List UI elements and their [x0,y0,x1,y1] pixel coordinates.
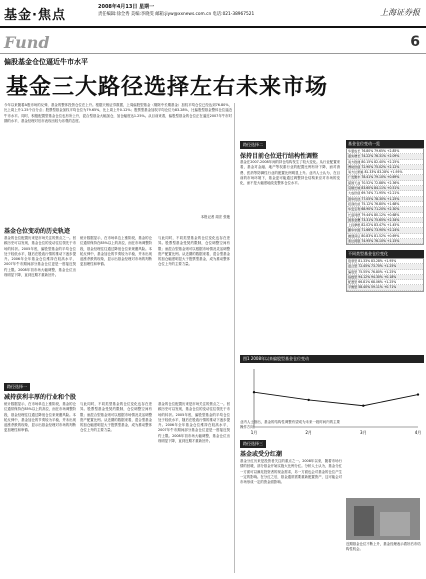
chart-x-tick: 4月 [414,430,422,435]
lede-paragraph: 今年以来随着A股市场的反弹，基金的整体投资仓位在上升。根据天相证券数据，上周偏股型基金（剔除中长期基金）加权平均仓位已经达到76.80%，比上周上升1.25个百分点；股票型基金加权平均仓位为79.65%，比上周上升0.12%；股票型基金加权平均仓位为83.28%，比偏股型基金整体仓位逼近牛市水平。同时，积极配置型基金仓位也有所上升，混合型基金大幅加仓，加仓幅度达1.25%。从目前来看，偏股型基金的仓位正在逼近2007年牛市时期的水平，基金经理对后市表现出较为乐观的态度。 [4,103,232,123]
table-row: 大成价值 69.74% 71.95% +2.21% [347,191,423,196]
table-2-title: 不同类型基金仓位变化 [346,250,424,258]
table-row: 上投摩根 82.02% 83.47% +1.45% [347,223,423,228]
table-row: 融通深证 80.83% 81.52% +0.69% [347,234,423,239]
body-column-6: 基金的仓位配置历来是市场关注的焦点之一。回顾历史可以发现，基金仓位的变动往往领先于市场的转折。2005年底，偏股型基金的平均仓位处于较低水平，随后在股改行情的推动下逐步提升。2006年全年基金仓位维持在较高水平，2007年牛市期间部分基金仓位更是一度接近契约上限。2008年初市场大幅调整，基金仓位出现明显下降，直到近期才重新回升。 [158,402,230,444]
table-row: 嘉实增长 74.22% 76.31% +2.09% [347,154,423,159]
fund-position-table [346,140,424,245]
chart-axis [254,369,418,427]
right-text-1: 基金在2007-2008年间的持仓结构发生了较大变化。从行业配置来看，基金对金融、地产等权重行业的配置比例有所下降，而对消费、医药等防御性行业的配置比例明显上升。业内人士认为，在目前的市场环境下，基金更可能通过调整持仓结构来应对市场的变化，而不是大幅度地改变整体仓位水平。 [240,160,340,186]
page-header [0,0,426,28]
table-row: 景顺长城 83.60% 84.11% +0.51% [347,186,423,191]
body-column-3: 与此同时，不同类型基金的仓位变化也存在差异。股票型基金受契约限制，仓位调整空间有限；而混合型基金则可以根据市场情况灵活调整资产配置比例。从近期的数据来看，混合型基金的加仓幅度明显大于股票型基金，成为推动整体仓位上升的主要力量。 [158,236,230,267]
table-row: 偏股型 75.55% 76.80% +1.25% [347,270,423,275]
right-text-3: 业内人士指出，基金的结构性调整有望成为未来一段时间内的主要操作方向。 [240,420,340,430]
fund-type-table [346,250,424,292]
table-row: 配置型 66.81% 68.06% +1.25% [347,280,423,285]
table-row: 博时价值 72.90% 75.02% +2.12% [347,165,423,170]
photo-placeholder [346,498,420,540]
editor-info: 责任编辑:徐全秀 美编:李晓雯 邮箱:jiyw@xxnews.com.cn 电话:021-38967521 [98,12,255,17]
section-name: 基金·焦点 [4,8,66,23]
right-text-2: 基金分红历来是投资者关注的重点之一。2008年以来，随着市场行情的回暖，部分基金开始实施大比例分红。分析人士认为，基金分红一方面可以满足投资者的现金需求，另一方面也会对基金的仓位产生一定的影响。在分红之后，基金通常需要重新配置资产，这可能会对市场形成一定的资金面影响。 [240,459,342,485]
table-row: 富国天益 70.52% 72.88% +2.36% [347,181,423,186]
table-row: 银华优选 77.05% 78.30% +1.25% [347,197,423,202]
article-kicker: 偏股基金仓位逼近牛市水平 [4,58,88,66]
body-column-4: 统计数据显示，在市场单边上涨阶段，基金的仓位通常保持在85%以上的高位，而在市场调整阶段，基金经理往往通过降低仓位来规避风险。本轮反弹中，基金加仓的节奏较为平稳，并未出现追涨杀跌的现象，显示出基金经理对市场的判断更加理性和审慎。 [4,402,76,433]
subhead-history: 基金仓位变动的历史轨迹 [4,228,71,235]
subhead-path-3: 基金或受分红潮 [240,451,283,458]
chart-x-tick: 3月 [360,430,367,435]
body-column-2: 统计数据显示，在市场单边上涨阶段，基金的仓位通常保持在85%以上的高位，而在市场调整阶段，基金经理往往通过降低仓位来规避风险。本轮反弹中，基金加仓的节奏较为平稳，并未出现追涨杀跌的现象，显示出基金经理对市场的判断更加理性和审慎。 [80,236,152,267]
news-photo [346,498,420,540]
subhead-path-1: 减持获利丰厚的行业和个股 [4,394,77,401]
photo-caption: 近期基金仓位不断上升，基金经理表示看好后市结构性机会。 [346,542,421,551]
chart-point [362,405,364,407]
byline: 本报记者 周宏 张艳 [200,215,230,219]
page-number: 6 [410,34,420,50]
table-row: 华夏成长 76.80% 79.65% +2.85% [347,149,423,154]
chart-x-tick: 2月 [305,430,312,435]
table-row: 股票型 81.33% 83.28% +1.95% [347,259,423,264]
table-body [346,148,424,245]
path-tag-2: 路径选择二 [240,141,266,149]
column-divider [234,103,235,573]
table-row: 招商优质 75.12% 76.80% +1.68% [347,202,423,207]
table-row: 指数型 94.12% 94.30% +0.18% [347,275,423,280]
chart-title: 图1 2008年以来偏股型基金仓位变动 [240,355,424,363]
chart-point [417,393,419,395]
path-tag-3: 路径选择三 [240,440,266,448]
path-tag-1: 路径选择一 [4,383,30,391]
table-row: 易方达策略 81.33% 83.28% +1.95% [347,170,423,175]
newspaper-brand: 上海证券报 [380,8,420,17]
table-2-body [346,258,424,292]
body-column-5: 与此同时，不同类型基金的仓位变化也存在差异。股票型基金受契约限制，仓位调整空间有限；而混合型基金则可以根据市场情况灵活调整资产配置比例。从近期的数据来看，混合型基金的加仓幅度明显大于股票型基金，成为推动整体仓位上升的主要力量。 [80,402,152,433]
article-headline: 基金三大路径选择左右未来市场 [6,75,329,100]
chart-point [253,391,255,393]
table-row: 南方稳健 80.15% 82.40% +2.25% [347,160,423,165]
subhead-path-2: 保持目前仓位进行结构性调整 [240,153,319,160]
issue-date: 2008年4月13日 星期一 [98,4,155,10]
body-column-1: 基金的仓位配置历来是市场关注的焦点之一。回顾历史可以发现，基金仓位的变动往往领先于市场的转折。2005年底，偏股型基金的平均仓位处于较低水平，随后在股改行情的推动下逐步提升。2006年全年基金仓位维持在较高水平，2007年牛市期间部分基金仓位更是一度接近契约上限。2008年初市场大幅调整，基金仓位出现明显下降，直到近期才重新回升。 [4,236,76,278]
table-row: 国泰金鹰 73.31% 75.65% +2.34% [347,218,423,223]
table-title: 基金仓位变动一览 [346,140,424,148]
table-row: 广发聚丰 78.41% 79.10% +0.69% [347,175,423,180]
table-row: 平衡型 58.40% 59.11% +0.71% [347,285,423,290]
chart-series-line [254,392,418,406]
section-word: Fund [4,33,50,52]
table-row: 泰达荷银 74.95% 76.10% +1.15% [347,239,423,244]
table-row: 华安宝利 68.90% 71.20% +2.30% [347,207,423,212]
section-bar [0,32,426,54]
table-row: 混合型 72.45% 73.70% +1.25% [347,264,423,269]
chart-x-tick: 1月 [250,430,258,435]
chart-point [307,399,309,401]
table-row: 长盛同德 79.44% 80.12% +0.68% [347,213,423,218]
table-row: 鹏华中国 71.66% 73.90% +2.24% [347,228,423,233]
